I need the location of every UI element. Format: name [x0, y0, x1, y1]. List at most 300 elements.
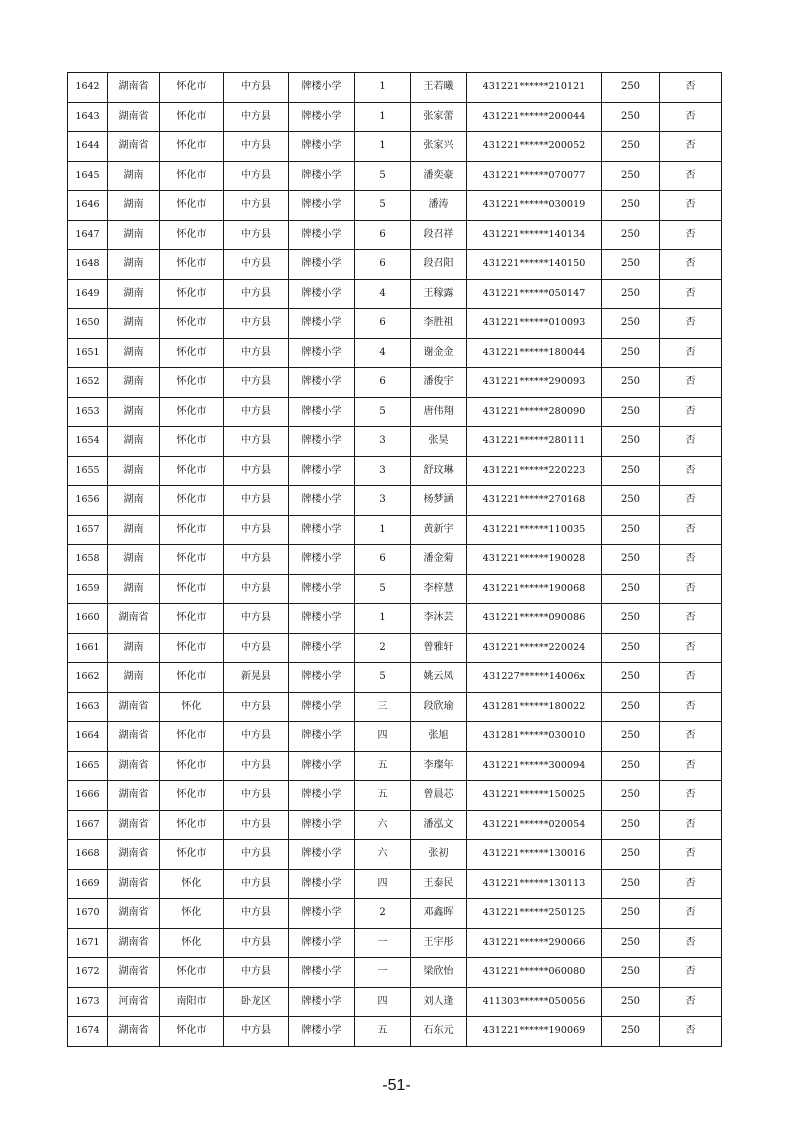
province-cell: 湖南: [108, 250, 160, 280]
id-number-cell: 431221******190028: [467, 545, 602, 575]
grade-cell: 四: [355, 869, 411, 899]
county-cell: 新晃县: [224, 663, 289, 693]
grade-cell: 6: [355, 309, 411, 339]
seq-cell: 1668: [68, 840, 108, 870]
province-cell: 湖南省: [108, 132, 160, 162]
province-cell: 湖南省: [108, 840, 160, 870]
name-cell: 曾雅轩: [411, 633, 467, 663]
city-cell: 怀化市: [160, 515, 224, 545]
city-cell: 怀化市: [160, 1017, 224, 1047]
status-cell: 否: [660, 633, 722, 663]
seq-cell: 1662: [68, 663, 108, 693]
name-cell: 段召阳: [411, 250, 467, 280]
county-cell: 中方县: [224, 958, 289, 988]
amount-cell: 250: [602, 397, 660, 427]
province-cell: 湖南省: [108, 869, 160, 899]
name-cell: 王若曦: [411, 73, 467, 103]
grade-cell: 一: [355, 958, 411, 988]
seq-cell: 1673: [68, 987, 108, 1017]
page-number: -51-: [382, 1077, 411, 1094]
county-cell: 中方县: [224, 102, 289, 132]
amount-cell: 250: [602, 928, 660, 958]
name-cell: 潘涛: [411, 191, 467, 221]
amount-cell: 250: [602, 220, 660, 250]
id-number-cell: 431221******090086: [467, 604, 602, 634]
status-cell: 否: [660, 899, 722, 929]
grade-cell: 2: [355, 899, 411, 929]
province-cell: 湖南: [108, 633, 160, 663]
amount-cell: 250: [602, 781, 660, 811]
grade-cell: 1: [355, 102, 411, 132]
id-number-cell: 431221******220024: [467, 633, 602, 663]
table-row: [68, 810, 722, 840]
city-cell: 怀化市: [160, 73, 224, 103]
school-cell: 牌楼小学: [289, 899, 355, 929]
school-cell: 牌楼小学: [289, 574, 355, 604]
seq-cell: 1649: [68, 279, 108, 309]
province-cell: 湖南: [108, 574, 160, 604]
status-cell: 否: [660, 574, 722, 604]
id-number-cell: 431227******14006x: [467, 663, 602, 693]
grade-cell: 1: [355, 73, 411, 103]
province-cell: 湖南省: [108, 751, 160, 781]
county-cell: 中方县: [224, 899, 289, 929]
grade-cell: 四: [355, 722, 411, 752]
amount-cell: 250: [602, 722, 660, 752]
county-cell: 中方县: [224, 840, 289, 870]
city-cell: 怀化市: [160, 840, 224, 870]
seq-cell: 1671: [68, 928, 108, 958]
province-cell: 湖南: [108, 427, 160, 457]
name-cell: 段召祥: [411, 220, 467, 250]
seq-cell: 1651: [68, 338, 108, 368]
school-cell: 牌楼小学: [289, 958, 355, 988]
seq-cell: 1647: [68, 220, 108, 250]
seq-cell: 1654: [68, 427, 108, 457]
name-cell: 杨梦涵: [411, 486, 467, 516]
id-number-cell: 431221******290066: [467, 928, 602, 958]
school-cell: 牌楼小学: [289, 191, 355, 221]
city-cell: 怀化市: [160, 633, 224, 663]
table-row: [68, 486, 722, 516]
id-number-cell: 431221******130016: [467, 840, 602, 870]
grade-cell: 3: [355, 486, 411, 516]
status-cell: 否: [660, 191, 722, 221]
province-cell: 湖南: [108, 220, 160, 250]
id-number-cell: 431221******210121: [467, 73, 602, 103]
city-cell: 怀化市: [160, 368, 224, 398]
name-cell: 谢金金: [411, 338, 467, 368]
school-cell: 牌楼小学: [289, 633, 355, 663]
status-cell: 否: [660, 545, 722, 575]
name-cell: 张初: [411, 840, 467, 870]
id-number-cell: 431221******060080: [467, 958, 602, 988]
county-cell: 中方县: [224, 309, 289, 339]
name-cell: 张家兴: [411, 132, 467, 162]
city-cell: 怀化市: [160, 545, 224, 575]
table-row: [68, 781, 722, 811]
city-cell: 怀化市: [160, 958, 224, 988]
grade-cell: 4: [355, 338, 411, 368]
table-row: [68, 368, 722, 398]
province-cell: 湖南: [108, 663, 160, 693]
amount-cell: 250: [602, 958, 660, 988]
school-cell: 牌楼小学: [289, 1017, 355, 1047]
name-cell: 王泰民: [411, 869, 467, 899]
county-cell: 中方县: [224, 132, 289, 162]
county-cell: 中方县: [224, 397, 289, 427]
id-number-cell: 431221******150025: [467, 781, 602, 811]
status-cell: 否: [660, 309, 722, 339]
table-row: [68, 663, 722, 693]
id-number-cell: 431221******180044: [467, 338, 602, 368]
city-cell: 怀化市: [160, 604, 224, 634]
county-cell: 中方县: [224, 722, 289, 752]
city-cell: 怀化市: [160, 250, 224, 280]
table-row: [68, 220, 722, 250]
table-row: [68, 427, 722, 457]
table-body: [68, 73, 722, 1047]
amount-cell: 250: [602, 102, 660, 132]
school-cell: 牌楼小学: [289, 486, 355, 516]
table-row: [68, 191, 722, 221]
id-number-cell: 431221******030019: [467, 191, 602, 221]
grade-cell: 三: [355, 692, 411, 722]
id-number-cell: 431221******280111: [467, 427, 602, 457]
amount-cell: 250: [602, 515, 660, 545]
id-number-cell: 431221******140134: [467, 220, 602, 250]
amount-cell: 250: [602, 132, 660, 162]
name-cell: 李沐芸: [411, 604, 467, 634]
status-cell: 否: [660, 1017, 722, 1047]
school-cell: 牌楼小学: [289, 751, 355, 781]
id-number-cell: 431221******020054: [467, 810, 602, 840]
id-number-cell: 431221******050147: [467, 279, 602, 309]
province-cell: 湖南: [108, 191, 160, 221]
city-cell: 怀化市: [160, 427, 224, 457]
id-number-cell: 431221******110035: [467, 515, 602, 545]
amount-cell: 250: [602, 456, 660, 486]
school-cell: 牌楼小学: [289, 692, 355, 722]
table-row: [68, 899, 722, 929]
county-cell: 中方县: [224, 810, 289, 840]
amount-cell: 250: [602, 574, 660, 604]
seq-cell: 1674: [68, 1017, 108, 1047]
city-cell: 怀化市: [160, 279, 224, 309]
city-cell: 怀化: [160, 928, 224, 958]
table-row: [68, 545, 722, 575]
county-cell: 中方县: [224, 604, 289, 634]
status-cell: 否: [660, 250, 722, 280]
county-cell: 中方县: [224, 928, 289, 958]
grade-cell: 四: [355, 987, 411, 1017]
grade-cell: 6: [355, 250, 411, 280]
status-cell: 否: [660, 928, 722, 958]
status-cell: 否: [660, 958, 722, 988]
school-cell: 牌楼小学: [289, 722, 355, 752]
name-cell: 邓鑫晖: [411, 899, 467, 929]
city-cell: 怀化市: [160, 574, 224, 604]
grade-cell: 3: [355, 456, 411, 486]
city-cell: 怀化市: [160, 132, 224, 162]
city-cell: 怀化市: [160, 102, 224, 132]
grade-cell: 2: [355, 633, 411, 663]
grade-cell: 六: [355, 840, 411, 870]
county-cell: 中方县: [224, 368, 289, 398]
seq-cell: 1648: [68, 250, 108, 280]
table-row: [68, 102, 722, 132]
status-cell: 否: [660, 751, 722, 781]
status-cell: 否: [660, 486, 722, 516]
id-number-cell: 431221******200044: [467, 102, 602, 132]
amount-cell: 250: [602, 545, 660, 575]
school-cell: 牌楼小学: [289, 810, 355, 840]
amount-cell: 250: [602, 279, 660, 309]
amount-cell: 250: [602, 161, 660, 191]
grade-cell: 6: [355, 220, 411, 250]
grade-cell: 5: [355, 397, 411, 427]
province-cell: 湖南省: [108, 1017, 160, 1047]
city-cell: 南阳市: [160, 987, 224, 1017]
status-cell: 否: [660, 987, 722, 1017]
table-row: [68, 604, 722, 634]
seq-cell: 1653: [68, 397, 108, 427]
status-cell: 否: [660, 338, 722, 368]
id-number-cell: 431221******070077: [467, 161, 602, 191]
table-row: [68, 309, 722, 339]
seq-cell: 1659: [68, 574, 108, 604]
status-cell: 否: [660, 456, 722, 486]
seq-cell: 1667: [68, 810, 108, 840]
table-row: [68, 633, 722, 663]
county-cell: 中方县: [224, 515, 289, 545]
county-cell: 中方县: [224, 574, 289, 604]
amount-cell: 250: [602, 1017, 660, 1047]
grade-cell: 五: [355, 1017, 411, 1047]
table-row: [68, 928, 722, 958]
table-row: [68, 692, 722, 722]
school-cell: 牌楼小学: [289, 987, 355, 1017]
city-cell: 怀化市: [160, 722, 224, 752]
province-cell: 湖南省: [108, 692, 160, 722]
id-number-cell: 431221******280090: [467, 397, 602, 427]
amount-cell: 250: [602, 869, 660, 899]
province-cell: 河南省: [108, 987, 160, 1017]
id-number-cell: 431281******180022: [467, 692, 602, 722]
school-cell: 牌楼小学: [289, 220, 355, 250]
province-cell: 湖南: [108, 397, 160, 427]
city-cell: 怀化市: [160, 751, 224, 781]
province-cell: 湖南: [108, 161, 160, 191]
school-cell: 牌楼小学: [289, 515, 355, 545]
grade-cell: 1: [355, 132, 411, 162]
county-cell: 中方县: [224, 692, 289, 722]
county-cell: 中方县: [224, 633, 289, 663]
province-cell: 湖南省: [108, 722, 160, 752]
seq-cell: 1655: [68, 456, 108, 486]
table-row: [68, 869, 722, 899]
county-cell: 中方县: [224, 869, 289, 899]
status-cell: 否: [660, 427, 722, 457]
table-row: [68, 840, 722, 870]
school-cell: 牌楼小学: [289, 338, 355, 368]
county-cell: 中方县: [224, 279, 289, 309]
amount-cell: 250: [602, 368, 660, 398]
school-cell: 牌楼小学: [289, 781, 355, 811]
county-cell: 中方县: [224, 338, 289, 368]
school-cell: 牌楼小学: [289, 869, 355, 899]
table-row: [68, 574, 722, 604]
province-cell: 湖南省: [108, 899, 160, 929]
status-cell: 否: [660, 869, 722, 899]
id-number-cell: 431221******270168: [467, 486, 602, 516]
city-cell: 怀化市: [160, 220, 224, 250]
grade-cell: 6: [355, 368, 411, 398]
grade-cell: 五: [355, 751, 411, 781]
city-cell: 怀化市: [160, 663, 224, 693]
seq-cell: 1642: [68, 73, 108, 103]
status-cell: 否: [660, 722, 722, 752]
id-number-cell: 431221******200052: [467, 132, 602, 162]
seq-cell: 1658: [68, 545, 108, 575]
student-table: [67, 72, 722, 1047]
school-cell: 牌楼小学: [289, 427, 355, 457]
seq-cell: 1646: [68, 191, 108, 221]
city-cell: 怀化: [160, 869, 224, 899]
county-cell: 中方县: [224, 486, 289, 516]
school-cell: 牌楼小学: [289, 928, 355, 958]
amount-cell: 250: [602, 338, 660, 368]
table-row: [68, 397, 722, 427]
grade-cell: 一: [355, 928, 411, 958]
county-cell: 中方县: [224, 73, 289, 103]
status-cell: 否: [660, 692, 722, 722]
grade-cell: 5: [355, 191, 411, 221]
city-cell: 怀化市: [160, 486, 224, 516]
name-cell: 曾晨芯: [411, 781, 467, 811]
amount-cell: 250: [602, 899, 660, 929]
id-number-cell: 431221******220223: [467, 456, 602, 486]
school-cell: 牌楼小学: [289, 73, 355, 103]
amount-cell: 250: [602, 191, 660, 221]
name-cell: 潘金菊: [411, 545, 467, 575]
amount-cell: 250: [602, 427, 660, 457]
id-number-cell: 431221******190069: [467, 1017, 602, 1047]
status-cell: 否: [660, 397, 722, 427]
school-cell: 牌楼小学: [289, 102, 355, 132]
id-number-cell: 431221******290093: [467, 368, 602, 398]
county-cell: 中方县: [224, 751, 289, 781]
name-cell: 张昊: [411, 427, 467, 457]
name-cell: 潘俊宇: [411, 368, 467, 398]
province-cell: 湖南省: [108, 781, 160, 811]
grade-cell: 五: [355, 781, 411, 811]
status-cell: 否: [660, 132, 722, 162]
name-cell: 黄新宇: [411, 515, 467, 545]
province-cell: 湖南: [108, 279, 160, 309]
status-cell: 否: [660, 840, 722, 870]
city-cell: 怀化市: [160, 397, 224, 427]
amount-cell: 250: [602, 486, 660, 516]
name-cell: 潘泓文: [411, 810, 467, 840]
seq-cell: 1645: [68, 161, 108, 191]
status-cell: 否: [660, 161, 722, 191]
seq-cell: 1670: [68, 899, 108, 929]
status-cell: 否: [660, 663, 722, 693]
school-cell: 牌楼小学: [289, 840, 355, 870]
county-cell: 中方县: [224, 161, 289, 191]
seq-cell: 1657: [68, 515, 108, 545]
city-cell: 怀化: [160, 899, 224, 929]
grade-cell: 1: [355, 515, 411, 545]
seq-cell: 1666: [68, 781, 108, 811]
school-cell: 牌楼小学: [289, 604, 355, 634]
city-cell: 怀化市: [160, 309, 224, 339]
province-cell: 湖南省: [108, 102, 160, 132]
grade-cell: 3: [355, 427, 411, 457]
seq-cell: 1672: [68, 958, 108, 988]
name-cell: 李璨年: [411, 751, 467, 781]
table-row: [68, 751, 722, 781]
table-row: [68, 250, 722, 280]
table-row: [68, 722, 722, 752]
seq-cell: 1664: [68, 722, 108, 752]
status-cell: 否: [660, 781, 722, 811]
name-cell: 李胜祖: [411, 309, 467, 339]
table-row: [68, 456, 722, 486]
school-cell: 牌楼小学: [289, 545, 355, 575]
name-cell: 潘奕豪: [411, 161, 467, 191]
status-cell: 否: [660, 279, 722, 309]
amount-cell: 250: [602, 987, 660, 1017]
seq-cell: 1644: [68, 132, 108, 162]
amount-cell: 250: [602, 663, 660, 693]
school-cell: 牌楼小学: [289, 279, 355, 309]
name-cell: 唐伟翔: [411, 397, 467, 427]
amount-cell: 250: [602, 692, 660, 722]
name-cell: 梁欣怡: [411, 958, 467, 988]
county-cell: 中方县: [224, 191, 289, 221]
school-cell: 牌楼小学: [289, 456, 355, 486]
province-cell: 湖南省: [108, 73, 160, 103]
id-number-cell: 431221******190068: [467, 574, 602, 604]
city-cell: 怀化市: [160, 161, 224, 191]
seq-cell: 1643: [68, 102, 108, 132]
school-cell: 牌楼小学: [289, 161, 355, 191]
amount-cell: 250: [602, 250, 660, 280]
school-cell: 牌楼小学: [289, 309, 355, 339]
table-row: [68, 958, 722, 988]
amount-cell: 250: [602, 840, 660, 870]
id-number-cell: 431221******250125: [467, 899, 602, 929]
grade-cell: 6: [355, 545, 411, 575]
table-row: [68, 338, 722, 368]
seq-cell: 1669: [68, 869, 108, 899]
status-cell: 否: [660, 604, 722, 634]
city-cell: 怀化市: [160, 338, 224, 368]
amount-cell: 250: [602, 604, 660, 634]
name-cell: 王宇彤: [411, 928, 467, 958]
id-number-cell: 431221******300094: [467, 751, 602, 781]
grade-cell: 4: [355, 279, 411, 309]
status-cell: 否: [660, 515, 722, 545]
grade-cell: 1: [355, 604, 411, 634]
county-cell: 中方县: [224, 1017, 289, 1047]
table-row: [68, 161, 722, 191]
province-cell: 湖南: [108, 368, 160, 398]
amount-cell: 250: [602, 751, 660, 781]
school-cell: 牌楼小学: [289, 397, 355, 427]
